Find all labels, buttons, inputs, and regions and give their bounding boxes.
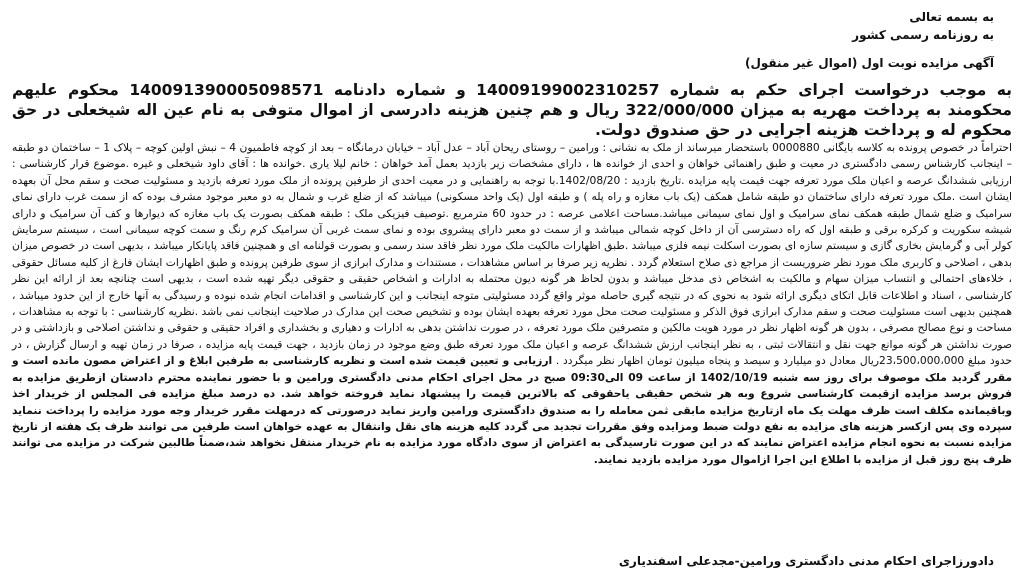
notice-body-paragraph <box>12 140 1012 468</box>
notice-title: آگهی مزایده نوبت اول (اموال غیر منقول) <box>745 56 994 70</box>
newspaper-heading: به روزنامه رسمی کشور <box>852 28 994 42</box>
notice-lead-paragraph: به موجب درخواست اجرای حکم به شماره 1400919900231025​7 و شماره دادنامه 140091390005098571 محکوم علیهم محکومند به پرداخت مهریه به میزان 322/000/000 ریال و هم چنین هزینه دادرسی از اموال متوفی به نام عین اله شیخعلی در حق محکوم له و پرداخت هزینه اجرایی در حق صندوق دولت. <box>12 81 1012 139</box>
auction-terms-text: ارزیابی و تعیین قیمت شده است و نظریه کارشناسی به طرفین ابلاغ و از اعتراض مصون مانده است و مقرر گردید ملک موصوف برای روز سه شنبه 1402/10/19 از ساعت 09 الی09:30 صبح در محل اجرای احکام مدنی دادگستری ورامین و با حضور نماینده محترم دادستان ازطریق مزایده به فروش برسد مزایده ازقیمت کارشناسی شروع وبه هر شخص حقیقی یاحقوقی که بالاترین قیمت را پیشنهاد نماید فروخته خواهد شد. ده درصد مبلغ مزایده فی المجلس از خریدار اخذ وباقیمانده مکلف است ظرف مهلت یک ماه ازتاریخ مزایده مابقی ثمن معامله را به صندوق دادگستری ورامین واریز نماید درصورتی که درمهلت مقرر خریدار وجه مورد مزایده را پرداخت ننماید سپرده وی پس ازکسر هزینه های مزایده به نفع دولت ضبط ومزایده وفق مقررات تجدید می گردد کلیه هزینه های نقل وانتقال به عهده خواهان است طرفین می توانند ظرف یک هفته از تاریخ مزایده نسبت به نحوه انجام مزایده اعتراض نمایند که در این صورت تارسیدگی به اعتراض از سوی دادگاه مورد مزایده به نام خریدار منتقل نخواهد شد،ضمناً طالبین شرکت در مزایده می توانند ظرف پنج روز قبل از مزایده با اطلاع این اجرا ازاموال مورد مزایده بازدید نمایند. <box>12 354 1013 466</box>
expert-report-text: احتراماً در خصوص پرونده به کلاسه بایگانی 0000880 باستحضار میرساند از ملک به نشانی : ورامین – روستای ریحان آباد – عدل آباد – خیابان درمانگاه – بعد از کوچه فاطمیون 4 – نبش اولین کوچه – پلاک 1 – ساختمان دو طبقه – اینجانب کارشناس رسمی دادگستری در معیت و طبق راهنمائی خواهان و احدی از خوانده ها ، دارای مشخصات زیر بازدید بعمل آمد خواهان : خانم لیلا یاری .خوانده ها : آقای داود شیخعلی و غیره .موضوع قرار کارشناسی : ارزیابی ششدانگ عرصه و اعیان ملک مورد تعرفه جهت قیمت پایه مزایده .تاریخ بازدید : 1402/08/20.با توجه به راهنمایی و در معیت احدی از طرفین پرونده از ملک مورد تعرفه بازدید و مسئولیت صحت و سقم محل آن بعهده ایشان است .ملک مورد تعرفه دارای ساختمان دو طبقه شامل همکف (یک باب مغازه و راه پله ) و طبقه اول (یک واحد مسکونی) میباشد که از ضلع غرب و شمال به دو معبر موجود مشرف بوده که از سمت غرب دارای نمای سرامیک و ضلع شمال طبقه همکف نمای سرامیک و اول نمای سیمانی میباشد.مساحت اعلامی عرصه : در حدود 60 مترمربع .توصیف فیزیکی ملک : طبقه همکف بصورت یک باب مغازه که دیوارها و کف آن سرامیک و دارای شیشه سکوریت و کرکره برقی و طبقه اول که راه دسترسی آن از داخل کوچه شمالی میباشد و از سمت دو معبر دارای پیشروی بوده و نمای سمت غربی آن سرامیک کرم رنگ و سمت کوچه سیمانی است ، سیستم سرمایش کولر آبی و گرمایش بخاری گازی و سیستم سازه ای بصورت اسکلت نیمه فلزی میباشد .طبق اظهارات مالکیت ملک مورد نظر فاقد سند رسمی و بصورت قولنامه ای و همچنین فاقد پایانکار میباشد ، بدیهی است در خصوص میزان بدهی ، اصلاحی و کاربری ملک مورد نظر ضروریست از مراجع ذی صلاح استعلام گردد . نظریه زیر صرفا بر اساس مشاهدات ، مستندات و مدارک ابرازی از سوی طرفین پرونده و طبق اظهارات ایشان فارغ از کلیه مسائل حقوقی ، خلاءهای احتمالی و انتساب میزان سهام و مالکیت به اشخاص ذی مدخل میباشد و بدون لحاظ هر گونه دیون محتمله به ادارات و اشخاص حقیقی و حقوقی دیگر تهیه شده است ، بدیهی است چنانچه بعد از ارائه این نظر کارشناسی ، اسناد و اطلاعات قابل اتکای دیگری ارائه شود به نحوی که در نتیجه گیری حاصله موثر واقع گردد مسئولیتی متوجه اینجانب و این کارشناسی و اقدامات انجام شده نبوده و رسیدگی به آنها خارج از این حدود میباشد ، همچنین بدیهی است مسئولیت صحت و سقم مدارک ابرازی فوق الذکر و مسئولیت صحت محل مورد تعرفه بعهده ایشان بوده و تشخیص صحت این مدارک در صلاحیت اینجانب نمی باشد .نظریه کارشناسی : با توجه به مشاهدات ، مساحت و نوع مصالح مصرفی ، بدون هر گونه اظهار نظر در مورد هویت مالکین و متصرفین ملک مورد تعرفه ، در صورت نداشتن بدهی به ادارات و دهیاری و بخشداری و افراد حقیقی و حقوقی و نداشتن اصلاحی و بازداشتی و در صورت نداشتن هر گونه موانع جهت نقل و انتقالات ثبتی ، به نظر اینجانب ارزش ششدانگ عرصه و اعیان ملک مورد تعرفه طبق وضع موجود در زمان بازدید ، جهت قیمت پایه مزایده ، صرفا در زمان تهیه و ارسال گزارش ، در حدود مبلغ 23،500،000،000ریال معادل دو میلیارد و سیصد و پنجاه میلیون تومان اظهار نظر میگردد . <box>12 141 1012 368</box>
bismillah-heading: به بسمه تعالی <box>909 10 994 24</box>
signature-line: دادورزاجرای احکام مدنی دادگستری ورامین-مجدعلی اسفندیاری <box>618 554 994 568</box>
